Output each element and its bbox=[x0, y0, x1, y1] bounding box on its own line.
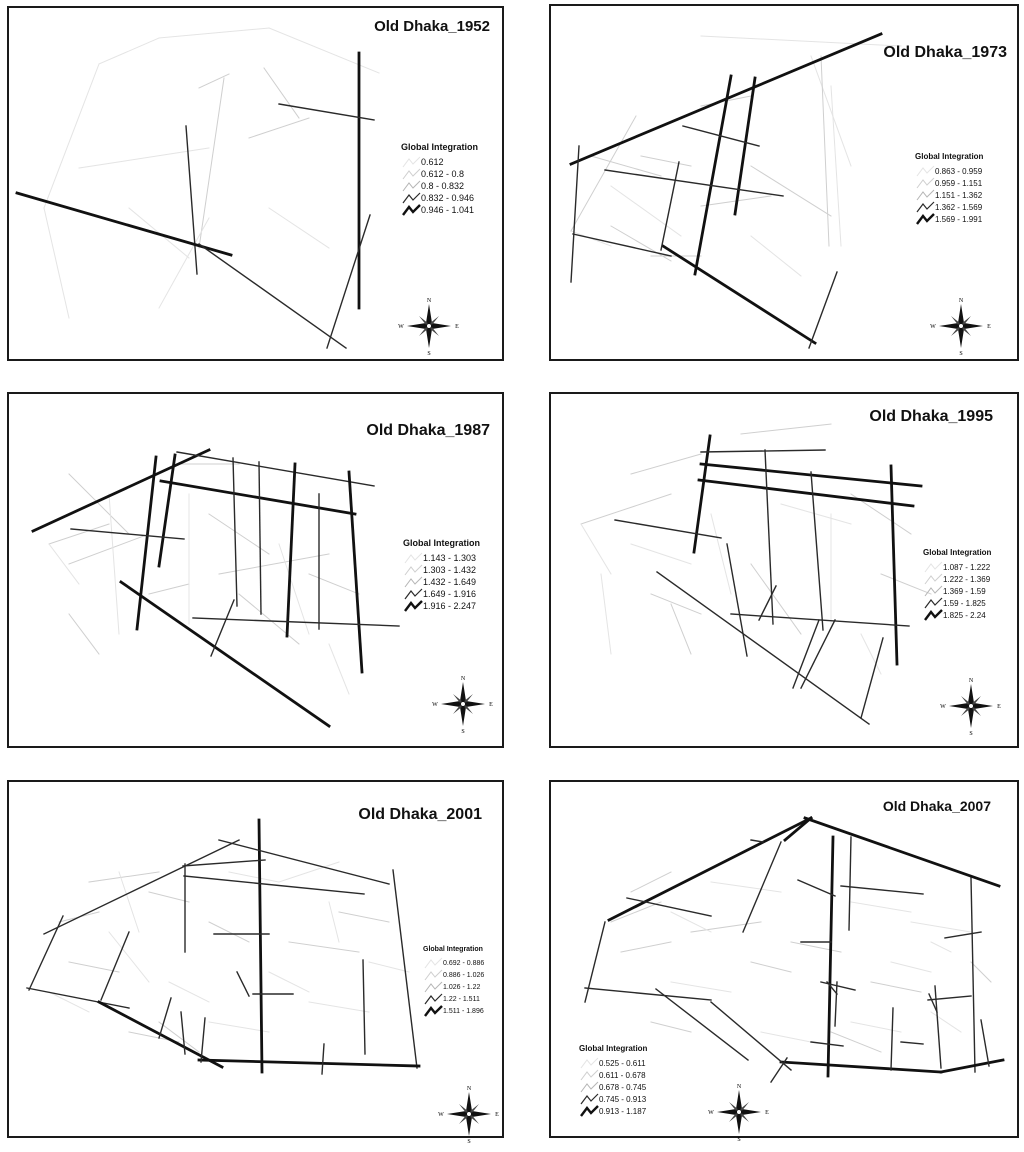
street-segment bbox=[911, 922, 971, 932]
line-symbol-icon bbox=[401, 180, 421, 192]
legend-entry bbox=[423, 1005, 484, 1017]
street-segment bbox=[581, 524, 611, 574]
line-symbol-icon bbox=[403, 576, 423, 588]
street-segment bbox=[17, 193, 231, 255]
street-segment bbox=[731, 614, 909, 626]
line-symbol-icon bbox=[401, 192, 421, 204]
legend-entry bbox=[915, 177, 983, 189]
legend-entry bbox=[923, 561, 991, 573]
street-segment bbox=[641, 156, 691, 166]
street-segment bbox=[169, 982, 209, 1002]
line-symbol-icon bbox=[423, 1005, 443, 1017]
legend-entry-label: 1.649 - 1.916 bbox=[423, 589, 477, 599]
legend-entry-label: 0.8 - 0.832 bbox=[421, 181, 465, 191]
legend-entry bbox=[403, 564, 480, 576]
street-segment bbox=[44, 840, 239, 934]
line-symbol-icon bbox=[923, 597, 943, 609]
line-symbol-icon bbox=[923, 585, 943, 597]
street-segment bbox=[727, 544, 747, 656]
compass-rose-icon bbox=[433, 674, 493, 739]
street-segment bbox=[661, 162, 679, 250]
street-segment bbox=[651, 1022, 691, 1032]
legend-entry bbox=[579, 1057, 647, 1069]
street-segment bbox=[69, 614, 99, 654]
street-segment bbox=[259, 820, 262, 1072]
map-legend bbox=[579, 1044, 647, 1117]
street-segment bbox=[69, 534, 149, 564]
street-segment bbox=[805, 818, 999, 886]
street-segment bbox=[186, 126, 197, 274]
legend-entry bbox=[423, 981, 484, 993]
legend-entry-label: 1.362 - 1.569 bbox=[935, 202, 983, 212]
street-segment bbox=[69, 962, 119, 972]
line-symbol-icon bbox=[915, 201, 935, 213]
street-segment bbox=[821, 56, 829, 246]
street-segment bbox=[44, 208, 69, 318]
legend-entry-label: 0.913 - 1.187 bbox=[599, 1106, 647, 1116]
compass-label-w: W bbox=[930, 324, 936, 330]
map-legend bbox=[403, 538, 480, 612]
street-segment bbox=[971, 878, 975, 1072]
compass-label-n: N bbox=[460, 676, 466, 682]
legend-entry bbox=[403, 600, 480, 612]
map-panel-2007 bbox=[549, 780, 1019, 1143]
compass-label-s: S bbox=[959, 351, 963, 357]
legend-entry bbox=[915, 201, 983, 213]
compass-label-n: N bbox=[968, 678, 974, 684]
legend-entry-label: 0.678 - 0.745 bbox=[599, 1082, 647, 1092]
line-symbol-icon bbox=[403, 600, 423, 612]
line-symbol-icon bbox=[423, 957, 443, 969]
street-segment bbox=[611, 186, 681, 236]
legend-entry-label: 1.825 - 2.24 bbox=[943, 610, 986, 620]
street-segment bbox=[663, 246, 815, 343]
street-segment bbox=[631, 872, 671, 892]
map-title: Old Dhaka_1952 bbox=[374, 18, 490, 35]
legend-entry-label: 0.832 - 0.946 bbox=[421, 193, 475, 203]
street-segment bbox=[849, 837, 851, 930]
legend-entry bbox=[579, 1081, 647, 1093]
compass-label-e: E bbox=[997, 704, 1001, 710]
compass-label-n: N bbox=[736, 1084, 742, 1090]
legend-entry bbox=[423, 957, 484, 969]
legend-entry bbox=[401, 180, 478, 192]
legend-entry-label: 1.22 - 1.511 bbox=[443, 995, 480, 1003]
street-segment bbox=[329, 644, 349, 694]
street-segment bbox=[651, 594, 701, 614]
compass-label-e: E bbox=[489, 702, 493, 708]
line-symbol-icon bbox=[403, 564, 423, 576]
legend-entry bbox=[401, 204, 478, 216]
legend-title: Global Integration bbox=[401, 142, 479, 152]
street-segment bbox=[237, 972, 249, 996]
legend-entry bbox=[401, 168, 478, 180]
map-title: Old Dhaka_2007 bbox=[882, 798, 991, 814]
street-segment bbox=[279, 862, 339, 882]
street-segment bbox=[931, 1012, 961, 1032]
street-segment bbox=[269, 28, 379, 73]
legend-entry bbox=[915, 213, 983, 225]
map-panel-2001 bbox=[7, 780, 504, 1145]
legend-entry-label: 1.087 - 1.222 bbox=[943, 562, 991, 572]
street-segment bbox=[199, 78, 224, 248]
street-segment bbox=[928, 996, 971, 1000]
street-segment bbox=[209, 1022, 269, 1032]
street-segment bbox=[741, 424, 831, 434]
legend-entry-label: 1.511 - 1.896 bbox=[443, 1007, 484, 1015]
street-segment bbox=[149, 892, 189, 902]
legend-entry bbox=[915, 165, 983, 177]
compass-label-n: N bbox=[466, 1086, 472, 1092]
compass-label-w: W bbox=[432, 702, 438, 708]
map-legend bbox=[423, 946, 484, 1017]
street-segment bbox=[871, 982, 921, 992]
legend-entry-label: 1.916 - 2.247 bbox=[423, 601, 477, 611]
street-segment bbox=[27, 988, 129, 1008]
compass-label-e: E bbox=[455, 324, 459, 330]
street-segment bbox=[821, 982, 855, 990]
legend-entry-label: 0.745 - 0.913 bbox=[599, 1094, 647, 1104]
street-segment bbox=[249, 118, 309, 138]
legend-entry-label: 1.303 - 1.432 bbox=[423, 565, 477, 575]
legend-entry-label: 1.151 - 1.362 bbox=[935, 190, 983, 200]
legend-entry-label: 1.569 - 1.991 bbox=[935, 214, 983, 224]
street-segment bbox=[627, 898, 711, 916]
street-segment bbox=[605, 170, 783, 196]
street-segment bbox=[101, 932, 129, 1000]
line-symbol-icon bbox=[923, 561, 943, 573]
street-segment bbox=[751, 840, 763, 842]
street-segment bbox=[811, 1042, 843, 1046]
line-symbol-icon bbox=[915, 177, 935, 189]
line-symbol-icon bbox=[579, 1093, 599, 1105]
legend-entry-label: 0.886 - 1.026 bbox=[443, 971, 485, 979]
street-segment bbox=[209, 922, 249, 942]
compass-rose-icon bbox=[439, 1084, 499, 1149]
street-segment bbox=[631, 544, 691, 564]
street-segment bbox=[49, 524, 109, 544]
street-segment bbox=[798, 880, 835, 896]
street-segment bbox=[199, 244, 346, 348]
map-panel-1987 bbox=[7, 392, 504, 748]
street-segment bbox=[781, 1062, 941, 1072]
compass-label-w: W bbox=[708, 1110, 714, 1116]
street-segment bbox=[69, 474, 129, 534]
legend-entry-label: 0.611 - 0.678 bbox=[599, 1070, 646, 1080]
street-segment bbox=[671, 982, 731, 992]
street-segment bbox=[363, 960, 365, 1054]
legend-entry bbox=[915, 189, 983, 201]
street-segment bbox=[339, 912, 389, 922]
street-segment bbox=[264, 68, 299, 118]
legend-entry bbox=[401, 192, 478, 204]
street-segment bbox=[279, 544, 309, 634]
street-segment bbox=[177, 452, 374, 486]
line-symbol-icon bbox=[401, 168, 421, 180]
street-segment bbox=[121, 582, 329, 726]
street-segment bbox=[828, 837, 833, 1076]
legend-entry bbox=[923, 597, 991, 609]
street-segment bbox=[901, 1042, 923, 1044]
street-segment bbox=[349, 472, 362, 672]
street-segment bbox=[631, 454, 701, 474]
line-symbol-icon bbox=[401, 204, 421, 216]
line-symbol-icon bbox=[579, 1057, 599, 1069]
street-segment bbox=[322, 1044, 324, 1074]
street-segment bbox=[615, 520, 721, 538]
street-segment bbox=[159, 998, 171, 1038]
legend-title: Global Integration bbox=[915, 152, 984, 161]
line-symbol-icon bbox=[579, 1081, 599, 1093]
street-segment bbox=[119, 872, 139, 932]
line-symbol-icon bbox=[423, 969, 443, 981]
map-panel-1952 bbox=[7, 6, 504, 361]
compass-label-n: N bbox=[426, 298, 432, 304]
street-segment bbox=[891, 962, 931, 972]
line-symbol-icon bbox=[915, 213, 935, 225]
street-segment bbox=[287, 464, 295, 636]
line-symbol-icon bbox=[403, 588, 423, 600]
street-segment bbox=[327, 215, 370, 348]
map-title: Old Dhaka_1973 bbox=[883, 44, 1007, 61]
street-segment bbox=[841, 886, 923, 894]
street-segment bbox=[751, 166, 831, 216]
compass-label-s: S bbox=[427, 351, 431, 357]
street-segment bbox=[791, 942, 841, 952]
street-segment bbox=[71, 529, 184, 539]
line-symbol-icon bbox=[915, 165, 935, 177]
street-segment bbox=[211, 600, 234, 656]
legend-entry-label: 0.612 - 0.8 bbox=[421, 169, 465, 179]
street-segment bbox=[811, 56, 851, 166]
map-title: Old Dhaka_1987 bbox=[366, 422, 490, 439]
legend-entry bbox=[923, 573, 991, 585]
street-segment bbox=[701, 450, 825, 452]
legend-entry bbox=[401, 156, 478, 168]
street-segment bbox=[891, 1008, 893, 1070]
legend-entry-label: 1.143 - 1.303 bbox=[423, 553, 477, 563]
legend-entry-label: 1.369 - 1.59 bbox=[943, 586, 986, 596]
legend-entry bbox=[579, 1069, 647, 1081]
compass-label-w: W bbox=[940, 704, 946, 710]
street-segment bbox=[199, 1060, 419, 1066]
street-segment bbox=[159, 28, 269, 38]
street-segment bbox=[711, 514, 731, 594]
compass-label-e: E bbox=[495, 1112, 499, 1118]
street-segment bbox=[44, 64, 99, 208]
street-segment bbox=[184, 876, 364, 894]
street-segment bbox=[289, 942, 359, 952]
legend-entry bbox=[423, 969, 484, 981]
legend-entry-label: 0.863 - 0.959 bbox=[935, 166, 983, 176]
legend-entry bbox=[923, 609, 991, 621]
street-segment bbox=[671, 604, 691, 654]
line-symbol-icon bbox=[923, 609, 943, 621]
street-segment bbox=[751, 564, 801, 634]
street-segment bbox=[149, 584, 189, 594]
street-segment bbox=[369, 962, 409, 972]
legend-entry bbox=[923, 585, 991, 597]
street-segment bbox=[309, 1002, 369, 1012]
street-segment bbox=[29, 916, 63, 990]
street-segment bbox=[109, 932, 149, 982]
legend-entry-label: 1.222 - 1.369 bbox=[943, 574, 991, 584]
line-symbol-icon bbox=[423, 981, 443, 993]
street-segment bbox=[585, 988, 711, 1000]
compass-rose-icon bbox=[941, 676, 1001, 741]
legend-entry bbox=[403, 576, 480, 588]
street-segment bbox=[49, 544, 79, 584]
legend-entry-label: 0.946 - 1.041 bbox=[421, 205, 475, 215]
legend-entry-label: 0.525 - 0.611 bbox=[599, 1058, 646, 1068]
legend-title: Global Integration bbox=[923, 548, 992, 557]
compass-label-n: N bbox=[958, 298, 964, 304]
street-segment bbox=[711, 882, 781, 892]
street-segment bbox=[33, 450, 209, 531]
street-segment bbox=[851, 1022, 901, 1032]
street-segment bbox=[809, 272, 837, 348]
legend-entry bbox=[579, 1105, 647, 1117]
map-panel-1973 bbox=[549, 4, 1019, 361]
street-segment bbox=[49, 992, 89, 1012]
street-segment bbox=[229, 872, 279, 882]
compass-label-s: S bbox=[969, 731, 973, 737]
line-symbol-icon bbox=[923, 573, 943, 585]
street-segment bbox=[161, 481, 355, 514]
street-segment bbox=[309, 574, 359, 594]
line-symbol-icon bbox=[401, 156, 421, 168]
street-segment bbox=[981, 1020, 989, 1066]
street-segment bbox=[699, 480, 913, 506]
line-symbol-icon bbox=[579, 1069, 599, 1081]
street-segment bbox=[835, 982, 837, 1026]
compass-label-w: W bbox=[398, 324, 404, 330]
compass-label-e: E bbox=[765, 1110, 769, 1116]
street-segment bbox=[109, 494, 119, 634]
street-segment bbox=[831, 86, 841, 246]
street-segment bbox=[269, 972, 309, 992]
compass-label-e: E bbox=[987, 324, 991, 330]
legend-entry bbox=[423, 993, 484, 1005]
street-segment bbox=[601, 574, 611, 654]
legend-entry-label: 0.612 bbox=[421, 157, 444, 167]
line-symbol-icon bbox=[579, 1105, 599, 1117]
street-segment bbox=[931, 942, 951, 952]
street-segment bbox=[99, 38, 159, 64]
line-symbol-icon bbox=[403, 552, 423, 564]
compass-rose-icon bbox=[709, 1082, 769, 1147]
street-segment bbox=[751, 962, 791, 972]
map-title: Old Dhaka_2001 bbox=[358, 806, 482, 823]
map-legend bbox=[923, 548, 991, 621]
street-segment bbox=[945, 932, 981, 938]
legend-entry bbox=[403, 552, 480, 564]
compass-label-s: S bbox=[467, 1139, 471, 1145]
street-segment bbox=[771, 1058, 787, 1082]
street-segment bbox=[851, 902, 911, 912]
compass-rose-icon bbox=[399, 296, 459, 361]
street-segment bbox=[765, 450, 773, 624]
legend-entry-label: 1.026 - 1.22 bbox=[443, 983, 481, 991]
map-legend bbox=[915, 152, 983, 225]
street-segment bbox=[571, 146, 579, 282]
legend-entry-label: 0.959 - 1.151 bbox=[935, 178, 983, 188]
compass-label-s: S bbox=[737, 1137, 741, 1143]
line-symbol-icon bbox=[423, 993, 443, 1005]
map-title: Old Dhaka_1995 bbox=[869, 408, 993, 425]
legend-entry-label: 1.59 - 1.825 bbox=[943, 598, 986, 608]
street-segment bbox=[89, 872, 159, 882]
street-segment bbox=[259, 462, 261, 614]
street-segment bbox=[621, 942, 671, 952]
street-segment bbox=[891, 466, 897, 664]
street-segment bbox=[329, 902, 339, 942]
compass-rose-icon bbox=[931, 296, 991, 361]
street-segment bbox=[573, 234, 671, 256]
legend-title: Global Integration bbox=[423, 946, 483, 953]
legend-title: Global Integration bbox=[579, 1044, 648, 1053]
street-segment bbox=[781, 504, 851, 524]
street-segment bbox=[751, 236, 801, 276]
street-segment bbox=[761, 1032, 811, 1042]
street-segment bbox=[971, 962, 991, 982]
compass-label-w: W bbox=[438, 1112, 444, 1118]
street-segment bbox=[199, 74, 229, 88]
compass-label-s: S bbox=[461, 729, 465, 735]
legend-entry bbox=[579, 1093, 647, 1105]
street-segment bbox=[861, 638, 883, 718]
map-panel-1995 bbox=[549, 392, 1019, 748]
street-segment bbox=[581, 494, 671, 524]
legend-entry bbox=[403, 588, 480, 600]
street-segment bbox=[831, 1032, 881, 1052]
street-segment bbox=[609, 818, 811, 920]
street-segment bbox=[759, 586, 776, 620]
legend-title: Global Integration bbox=[403, 538, 481, 548]
line-symbol-icon bbox=[915, 189, 935, 201]
legend-entry-label: 0.692 - 0.886 bbox=[443, 959, 485, 967]
legend-entry-label: 1.432 - 1.649 bbox=[423, 577, 477, 587]
street-segment bbox=[941, 1060, 1003, 1072]
street-segment bbox=[159, 218, 209, 308]
map-legend bbox=[401, 142, 478, 216]
street-segment bbox=[269, 208, 329, 248]
